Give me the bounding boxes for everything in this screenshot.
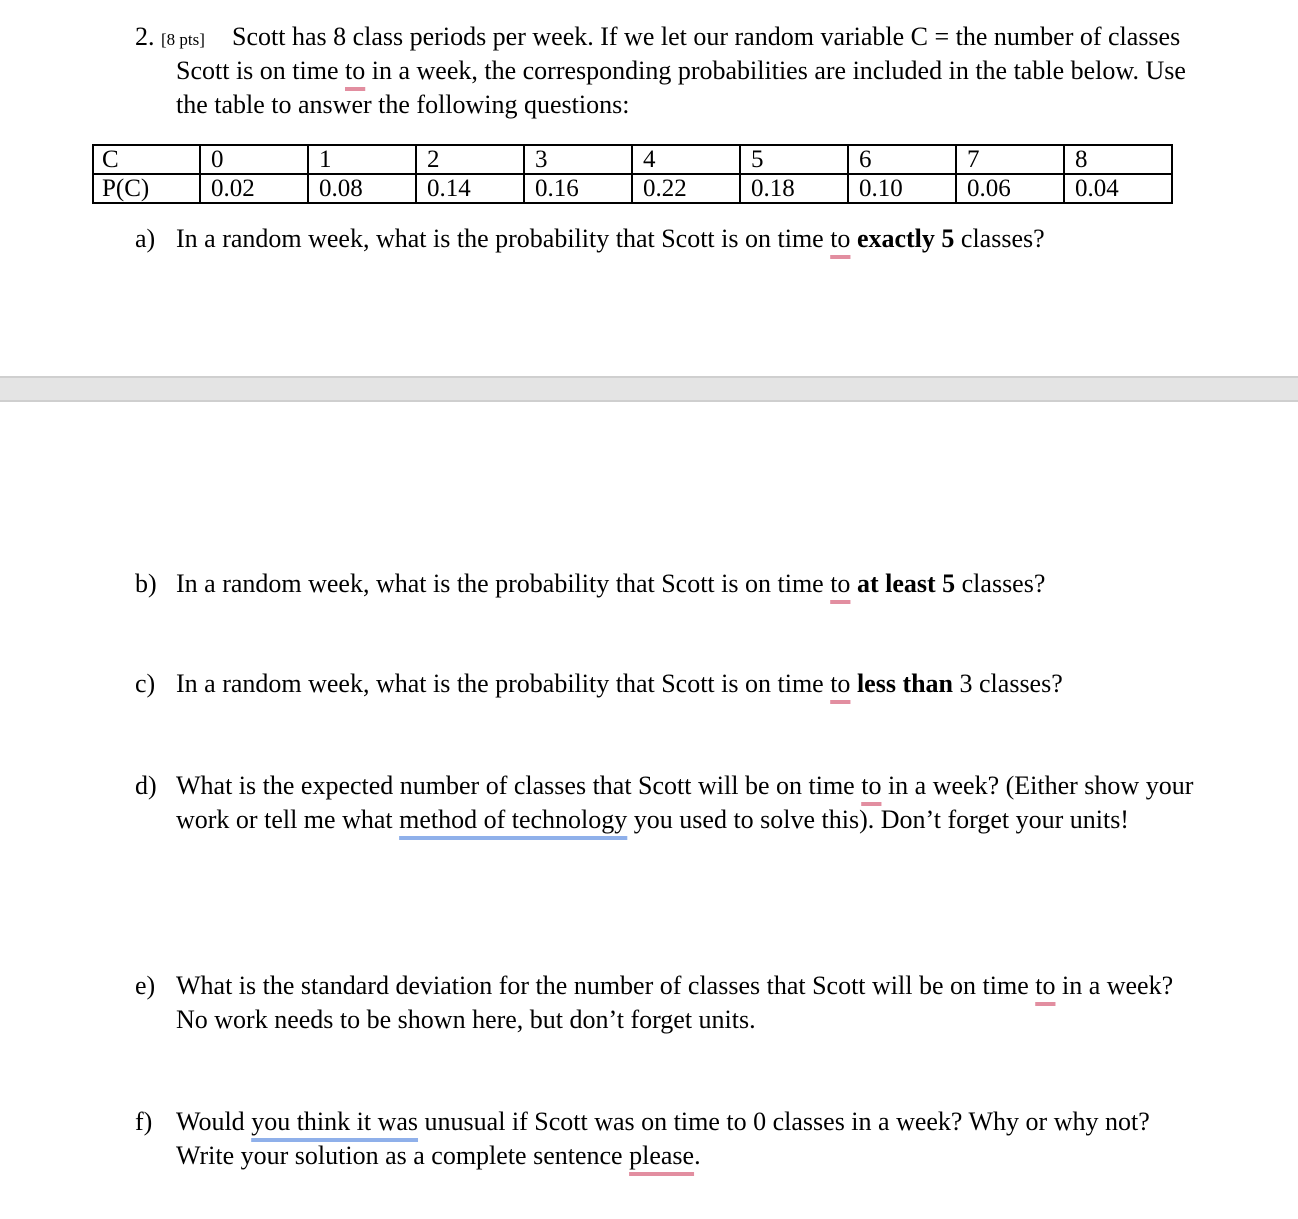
part-c-text: In a random week, what is the probability that Scott is on time to less than 3 classes?: [176, 669, 1063, 698]
c-value-cell: 3: [524, 145, 632, 174]
c-value-cell: 7: [956, 145, 1064, 174]
p-value-cell: 0.22: [632, 174, 740, 203]
p-value-cell: 0.08: [308, 174, 416, 203]
c-value-cell: 2: [416, 145, 524, 174]
p-value-cell: 0.18: [740, 174, 848, 203]
part-c-label: c): [135, 669, 156, 698]
c-value-cell: 6: [848, 145, 956, 174]
p-value-cell: 0.02: [200, 174, 308, 203]
part-a-bold: exactly 5: [856, 224, 955, 253]
question-number: 2.: [135, 22, 155, 51]
part-e-line-2: No work needs to be shown here, but don’t forget units.: [176, 1005, 756, 1034]
question-line-1: Scott has 8 class periods per week. If we let our random variable C = the number of classes: [232, 22, 1181, 51]
probability-table: [92, 144, 1173, 204]
question-points: [8 pts]: [161, 30, 205, 49]
spelling-underline: to: [830, 224, 851, 253]
c-value-cell: 1: [308, 145, 416, 174]
part-d-line-2: work or tell me what method of technology you used to solve this). Don’t forget your units!: [176, 805, 1129, 834]
p-value-cell: 0.16: [524, 174, 632, 203]
part-a-text: In a random week, what is the probability that Scott is on time to exactly 5 classes?: [176, 224, 1045, 253]
spelling-underline: please: [629, 1141, 695, 1170]
p-value-cell: 0.04: [1064, 174, 1172, 203]
part-b-label: b): [135, 569, 157, 598]
c-value-cell: 5: [740, 145, 848, 174]
row-header-pc: P(C): [93, 174, 200, 203]
table-row-pc: [93, 174, 1172, 203]
spelling-underline: to: [830, 669, 851, 698]
grammar-underline: method of technology: [399, 805, 628, 834]
table-row-c: [93, 145, 1172, 174]
page-break: [0, 376, 1298, 402]
row-header-c: C: [93, 145, 200, 174]
part-a-label: a): [135, 224, 156, 253]
question-line-2: Scott is on time to in a week, the corresponding probabilities are included in the table below. Use: [176, 56, 1186, 85]
part-c-bold: less than: [856, 669, 954, 698]
part-d-line-1: What is the expected number of classes that Scott will be on time to in a week? (Either show your: [176, 771, 1194, 800]
c-value-cell: 4: [632, 145, 740, 174]
part-f-line-1: Would you think it was unusual if Scott was on time to 0 classes in a week? Why or why not?: [176, 1107, 1150, 1136]
part-f-label: f): [135, 1107, 153, 1136]
c-value-cell: 0: [200, 145, 308, 174]
part-e-line-1: What is the standard deviation for the number of classes that Scott will be on time to in a week?: [176, 971, 1174, 1000]
part-d-label: d): [135, 771, 157, 800]
spelling-underline: to: [861, 771, 882, 800]
spelling-underline: to: [1035, 971, 1056, 1000]
grammar-underline: you think it was: [251, 1107, 419, 1136]
question-number-block: [135, 22, 205, 52]
p-value-cell: 0.06: [956, 174, 1064, 203]
part-f-line-2: Write your solution as a complete sentence please.: [176, 1141, 701, 1170]
c-value-cell: 8: [1064, 145, 1172, 174]
p-value-cell: 0.14: [416, 174, 524, 203]
question-line-3: the table to answer the following questions:: [176, 90, 630, 119]
part-e-label: e): [135, 971, 156, 1000]
part-b-bold: at least 5: [856, 569, 956, 598]
spelling-underline: to: [830, 569, 851, 598]
spelling-underline: to: [345, 56, 366, 85]
p-value-cell: 0.10: [848, 174, 956, 203]
part-b-text: In a random week, what is the probability that Scott is on time to at least 5 classes?: [176, 569, 1046, 598]
